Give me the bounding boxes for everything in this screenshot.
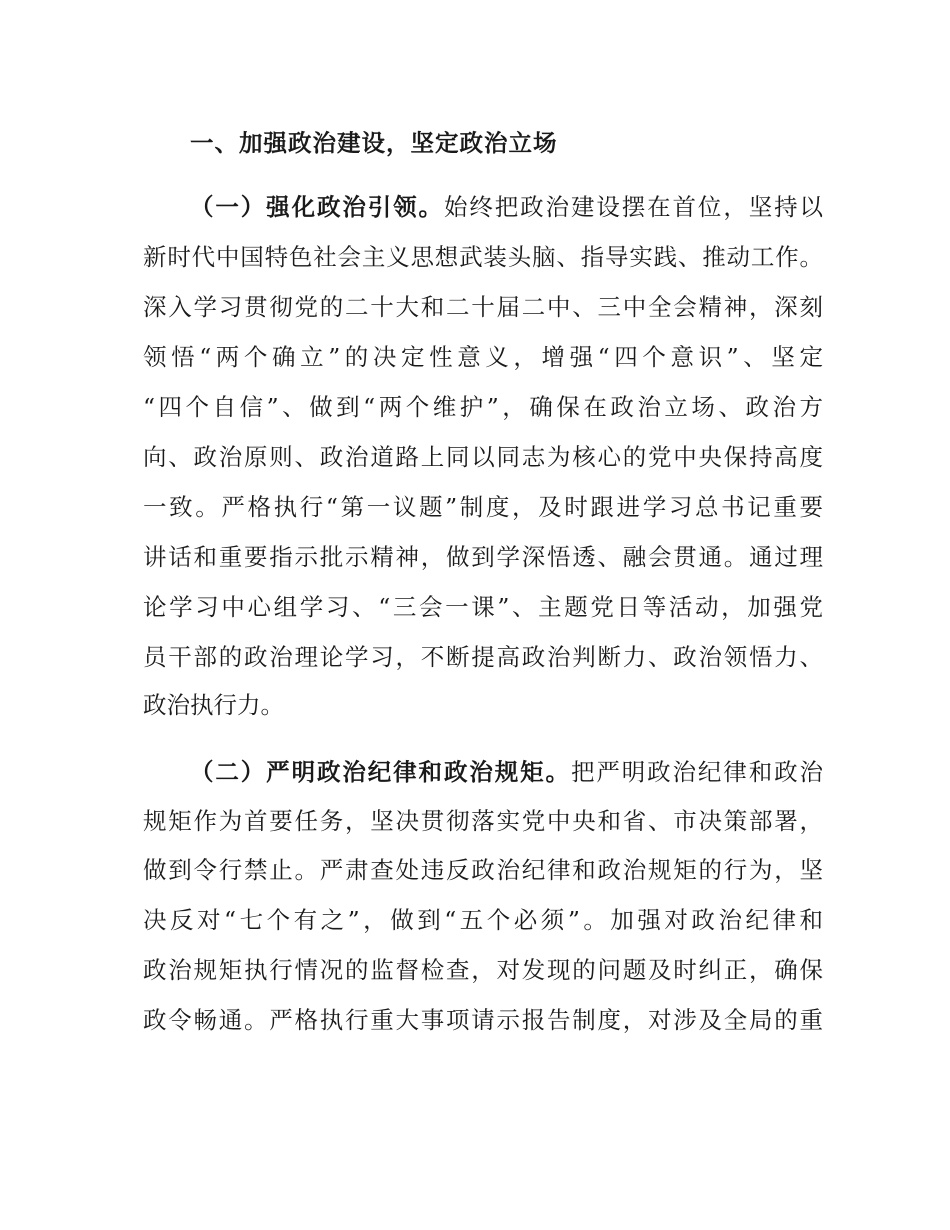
paragraph1-line-0: 始终把政治建设摆在首位，坚持以 — [443, 193, 823, 221]
paragraph1-line-3: 领悟“两个确立”的决定性意义，增强“四个意识”、坚定 — [143, 343, 823, 371]
paragraph2-line-2: 做到令行禁止。严肃查处违反政治纪律和政治规矩的行为，坚 — [143, 856, 823, 884]
paragraph1-first-line — [190, 187, 823, 227]
paragraph1-line-6: 一致。严格执行“第一议题”制度，及时跟进学习总书记重要 — [143, 493, 823, 521]
paragraph2-first-line — [190, 752, 823, 792]
paragraph1-line-2: 深入学习贯彻党的二十大和二十届二中、三中全会精神，深刻 — [143, 293, 823, 321]
paragraph1-title: （一）强化政治引领。 — [190, 193, 444, 221]
paragraph1-line-10: 政治执行力。 — [143, 691, 284, 719]
paragraph1-line-1: 新时代中国特色社会主义思想武装头脑、指导实践、推动工作。 — [143, 243, 823, 271]
paragraph1-line-4: “四个自信”、做到“两个维护”，确保在政治立场、政治方 — [143, 393, 823, 421]
paragraph2-line-4: 政治规矩执行情况的监督检查，对发现的问题及时纠正，确保 — [143, 956, 823, 984]
paragraph2-line-1: 规矩作为首要任务，坚决贯彻落实党中央和省、市决策部署， — [143, 807, 823, 835]
paragraph2-title: （二）严明政治纪律和政治规矩。 — [190, 758, 571, 786]
paragraph1-line-9: 员干部的政治理论学习，不断提高政治判断力、政治领悟力、 — [143, 643, 823, 671]
paragraph2-line-3: 决反对“七个有之”，做到“五个必须”。加强对政治纪律和 — [143, 906, 823, 934]
section-heading: 一、加强政治建设，坚定政治立场 — [190, 129, 558, 157]
paragraph1-line-5: 向、政治原则、政治道路上同以同志为核心的党中央保持高度 — [143, 443, 823, 471]
paragraph2-line-5: 政令畅通。严格执行重大事项请示报告制度，对涉及全局的重 — [143, 1006, 823, 1034]
paragraph2-line-0: 把严明政治纪律和政治 — [570, 758, 823, 786]
paragraph1-line-7: 讲话和重要指示批示精神，做到学深悟透、融会贯通。通过理 — [143, 543, 823, 571]
paragraph1-line-8: 论学习中心组学习、“三会一课”、主题党日等活动，加强党 — [143, 593, 823, 621]
